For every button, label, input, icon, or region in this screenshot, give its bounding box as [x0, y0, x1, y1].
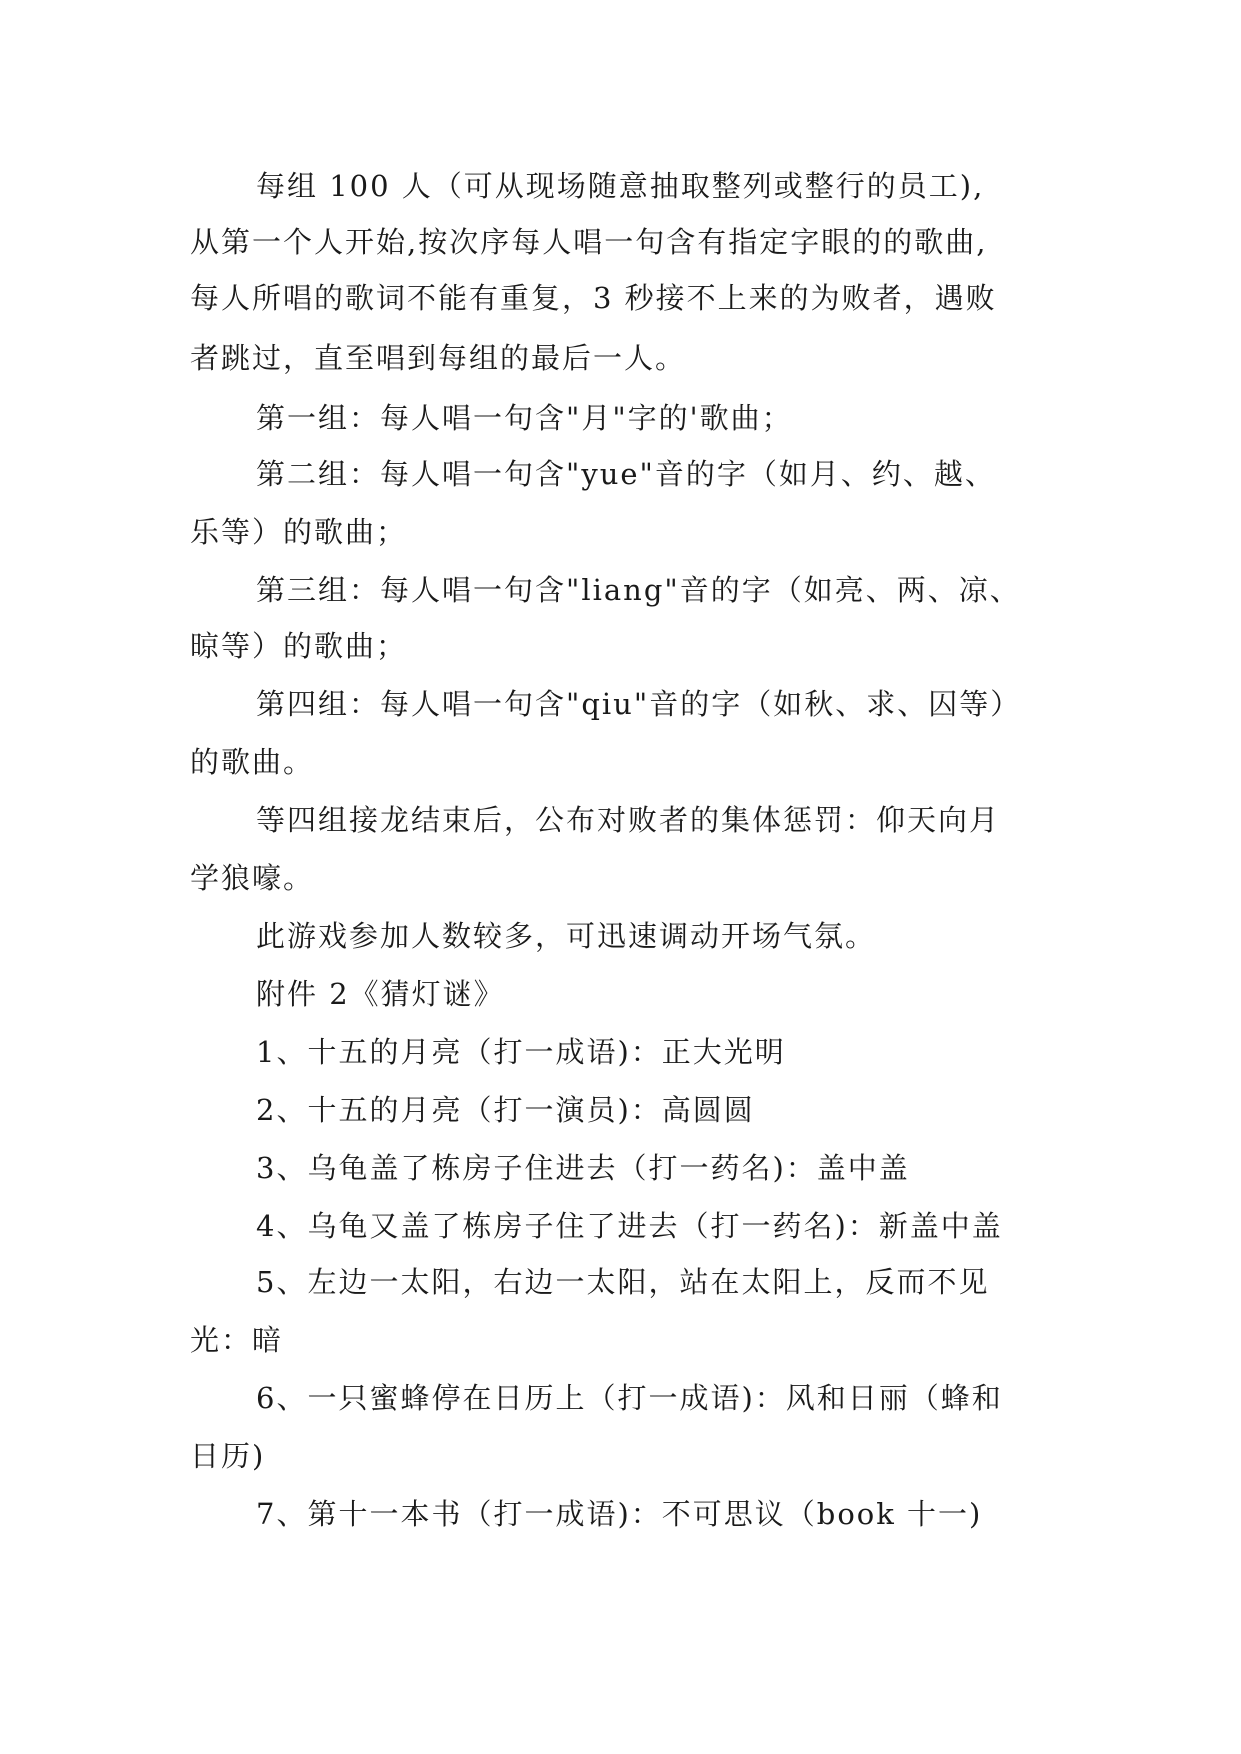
paragraph-line: 者跳过，直至唱到每组的最后一人。: [190, 341, 687, 375]
punishment-line: 学狼嚎。: [190, 861, 315, 895]
riddle-item: 3、乌龟盖了栋房子住进去（打一药名)：盖中盖: [256, 1151, 910, 1185]
group-4-line: 的歌曲。: [190, 745, 315, 779]
group-1-line: 第一组：每人唱一句含"月"字的'歌曲；: [256, 401, 793, 435]
group-2-line: 乐等）的歌曲；: [190, 515, 408, 549]
riddle-item: 2、十五的月亮（打一演员)：高圆圆: [256, 1093, 755, 1127]
riddle-item: 1、十五的月亮（打一成语)：正大光明: [256, 1035, 786, 1069]
riddle-item: 6、一只蜜蜂停在日历上（打一成语)：风和日丽（蜂和: [256, 1381, 1003, 1415]
paragraph-line: 每人所唱的歌词不能有重复，3 秒接不上来的为败者，遇败: [190, 281, 997, 315]
note-line: 此游戏参加人数较多，可迅速调动开场气氛。: [256, 919, 877, 953]
riddle-item: 光：暗: [190, 1323, 284, 1357]
group-3-line: 晾等）的歌曲；: [190, 629, 408, 663]
riddle-item: 4、乌龟又盖了栋房子住了进去（打一药名)：新盖中盖: [256, 1209, 1003, 1243]
group-2-line: 第二组：每人唱一句含"yue"音的字（如月、约、越、: [256, 457, 996, 491]
punishment-line: 等四组接龙结束后，公布对败者的集体惩罚：仰天向月: [256, 803, 1001, 837]
paragraph-line: 从第一个人开始,按次序每人唱一句含有指定字眼的的歌曲,: [190, 225, 988, 259]
group-3-line: 第三组：每人唱一句含"liang"音的字（如亮、两、凉、: [256, 573, 1021, 607]
riddle-item: 日历): [190, 1439, 266, 1473]
paragraph-line: 每组 100 人（可从现场随意抽取整列或整行的员工),: [256, 169, 985, 203]
riddle-item: 7、第十一本书（打一成语)：不可思议（book 十一): [256, 1497, 983, 1531]
attachment-title: 附件 2《猜灯谜》: [256, 977, 505, 1011]
riddle-item: 5、左边一太阳，右边一太阳，站在太阳上，反而不见: [256, 1265, 990, 1299]
group-4-line: 第四组：每人唱一句含"qiu"音的字（如秋、求、囚等）: [256, 687, 1022, 721]
